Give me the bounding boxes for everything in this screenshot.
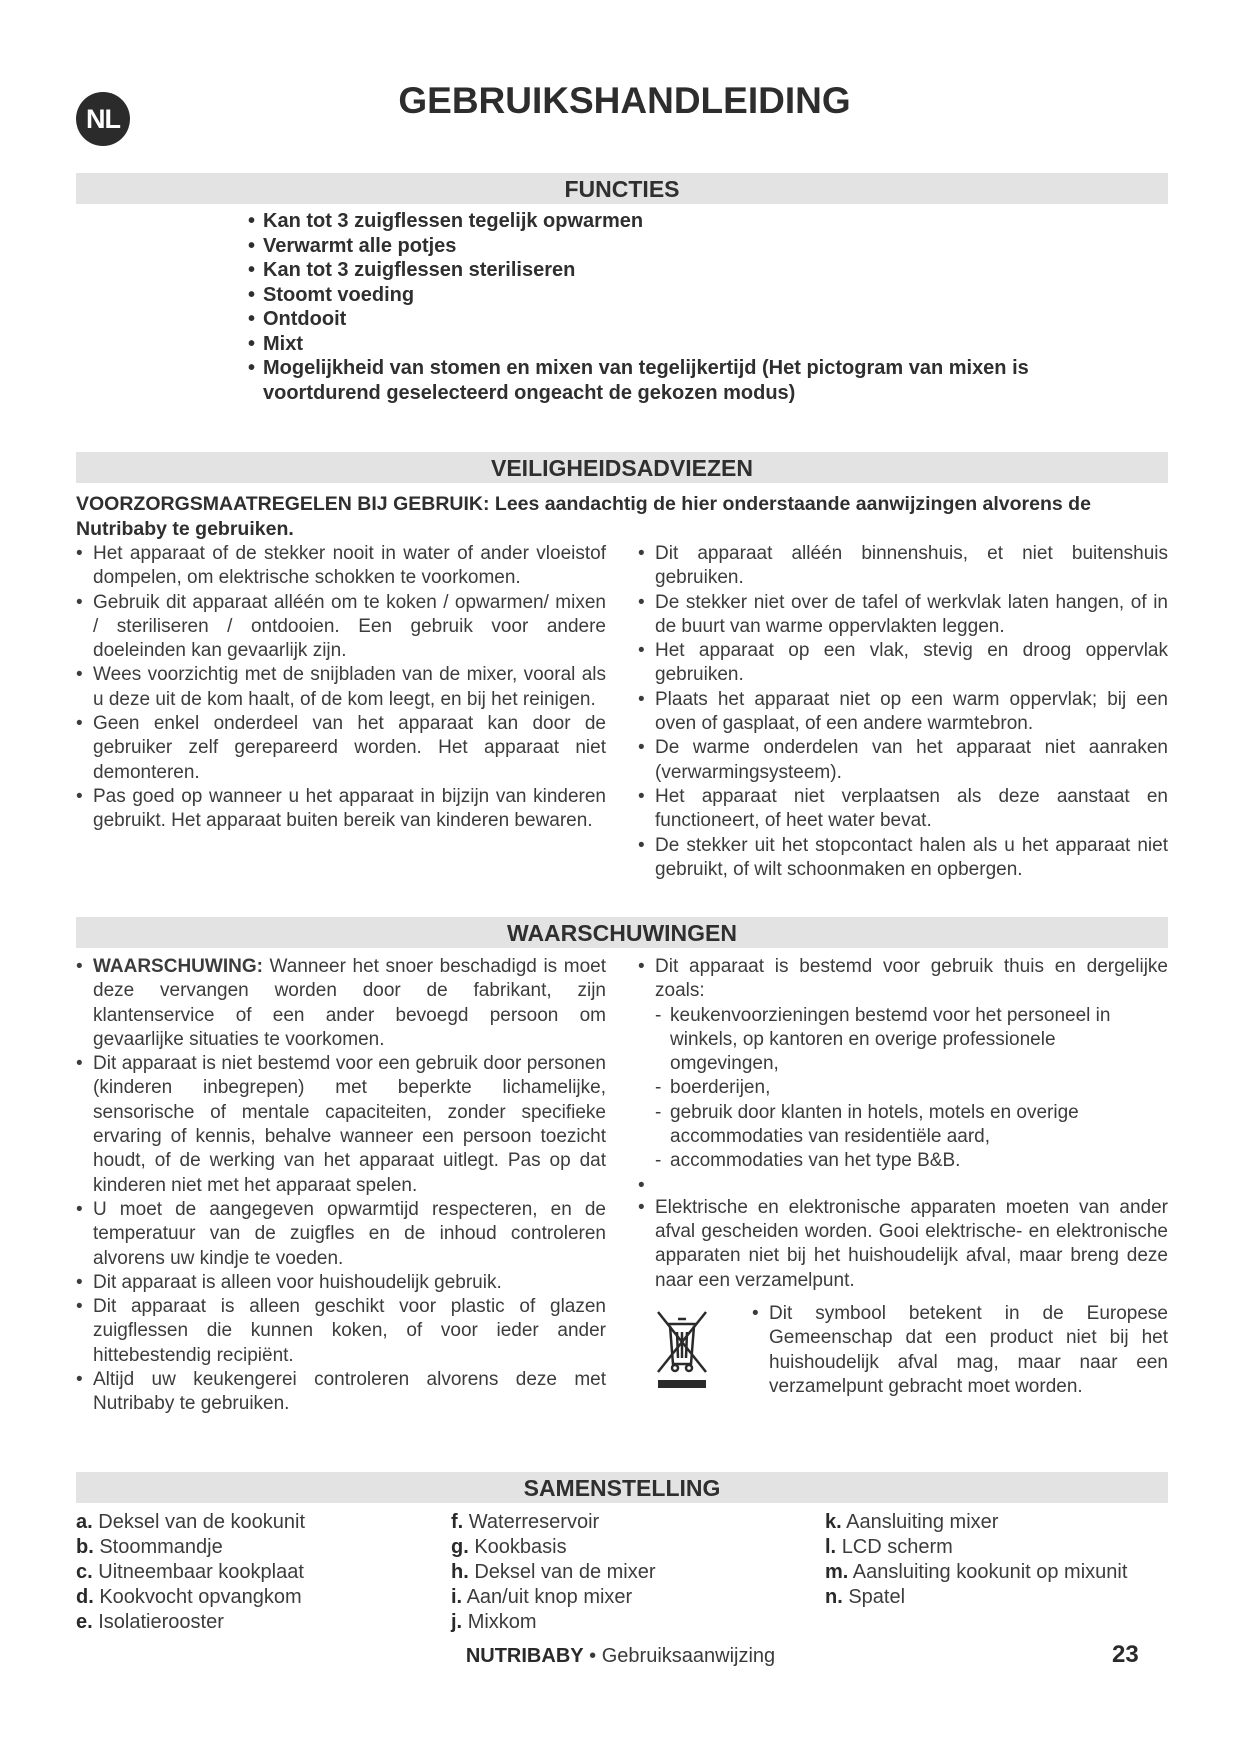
- part-item: a. Deksel van de kookunit: [76, 1511, 306, 1533]
- page-title: GEBRUIKSHANDLEIDING: [398, 80, 851, 121]
- list-item: • Altijd uw keukengerei controleren alvorens deze met Nutribaby te gebruiken.: [76, 1368, 606, 1417]
- list-item: • Dit apparaat alléén binnenshuis, et niet buitenshuis gebruiken.: [638, 542, 1168, 591]
- part-item: m. Aansluiting kookunit op mixunit: [825, 1561, 1128, 1583]
- usage-intro: Dit apparaat is bestemd voor gebruik thuis en dergelijke zoals:: [655, 956, 1168, 1002]
- list-item: • Dit apparaat is niet bestemd voor een gebruik door personen (kinderen inbegrepen) met beperkte lichamelijke, sensorische of mentale capaciteiten, zonder specifieke ervaring of kennis, behalve wanneer een persoon toezicht houdt, of de werking van het apparaat uitlegt. Pas op dat kinderen niet met het apparaat spelen.: [76, 1052, 606, 1198]
- section-heading-functies: FUNCTIES: [76, 173, 1168, 204]
- list-item: [638, 955, 1168, 1174]
- part-item: n. Spatel: [825, 1586, 906, 1608]
- part-item: e. Isolatierooster: [76, 1611, 224, 1633]
- list-item: • Mogelijkheid van stomen en mixen van tegelijkertijd (Het pictogram van mixen is voortdurend geselecteerd ongeacht de gekozen modus): [248, 356, 1108, 405]
- list-item: • Kan tot 3 zuigflessen steriliseren: [248, 258, 1108, 283]
- warning-text: Wanneer het snoer beschadigd is moet deze vervangen worden door de fabrikant, zijn klantenservice of een ander bevoegd persoon om gevaarlijke situaties te voorkomen.: [93, 956, 606, 1050]
- sub-item: - gebruik door klanten in hotels, motels en overige accommodaties van residentiële aard,: [655, 1101, 1168, 1150]
- part-item: l. LCD scherm: [825, 1536, 953, 1558]
- section-heading-samenstelling: SAMENSTELLING: [76, 1472, 1168, 1503]
- waarschuwingen-left-list: [76, 955, 606, 1417]
- sub-item: - boerderijen,: [655, 1076, 1168, 1100]
- list-item: • De stekker niet over de tafel of werkvlak laten hangen, of in de buurt van warme oppervlakten leggen.: [638, 591, 1168, 640]
- list-item: • Pas goed op wanneer u het apparaat in bijzijn van kinderen gebruikt. Het apparaat buiten bereik van kinderen bewaren.: [76, 785, 606, 834]
- usage-sublist: [655, 1004, 1168, 1174]
- spacer: [638, 1174, 1168, 1196]
- sub-item: - keukenvoorzieningen bestemd voor het personeel in winkels, op kantoren en overige professionele omgevingen,: [655, 1004, 1168, 1077]
- list-item: • Dit apparaat is alleen geschikt voor plastic of glazen zuigflessen die kunnen koken, of voor ieder ander hittebestendig recipiënt.: [76, 1295, 606, 1368]
- weee-notice: [654, 1302, 1168, 1399]
- part-item: f. Waterreservoir: [451, 1511, 600, 1533]
- language-code: NL: [86, 103, 120, 134]
- part-item: g. Kookbasis: [451, 1536, 567, 1558]
- parts-column-1: [76, 1510, 416, 1635]
- footer-separator: •: [583, 1645, 602, 1667]
- part-item: h. Deksel van de mixer: [451, 1561, 656, 1583]
- list-item: • Dit apparaat is alleen voor huishoudelijk gebruik.: [76, 1271, 606, 1295]
- footer-brand: NUTRIBABY: [465, 1645, 584, 1667]
- list-item: • Het apparaat op een vlak, stevig en droog oppervlak gebruiken.: [638, 639, 1168, 688]
- list-item: • U moet de aangegeven opwarmtijd respecteren, en de temperatuur van de zuigfles en de inhoud controleren alvorens uw kindje te voeden.: [76, 1198, 606, 1271]
- part-item: c. Uitneembaar kookplaat: [76, 1561, 304, 1583]
- list-item: • Ontdooit: [248, 307, 1108, 332]
- part-item: j. Mixkom: [451, 1611, 537, 1633]
- waarschuwingen-right-list: [638, 955, 1168, 1293]
- functies-list: [248, 209, 1108, 405]
- list-item: • Geen enkel onderdeel van het apparaat kan door de gebruiker zelf gerepareerd worden. Het apparaat niet demonteren.: [76, 712, 606, 785]
- veiligheid-right-list: [638, 542, 1168, 882]
- veiligheid-left-list: [76, 542, 606, 834]
- list-item: • Kan tot 3 zuigflessen tegelijk opwarmen: [248, 209, 1108, 234]
- list-item: • De stekker uit het stopcontact halen als u het apparaat niet gebruikt, of wilt schoonmaken en opbergen.: [638, 834, 1168, 883]
- page-footer: [0, 1645, 1241, 1668]
- sub-item: - accommodaties van het type B&B.: [655, 1149, 1168, 1173]
- list-item: • De warme onderdelen van het apparaat niet aanraken (verwarmingsysteem).: [638, 736, 1168, 785]
- part-item: k. Aansluiting mixer: [825, 1511, 999, 1533]
- list-item: • Gebruik dit apparaat alléén om te koken / opwarmen/ mixen / steriliseren / ontdooien. Een gebruik voor andere doeleinden kan gevaarlijk zijn.: [76, 591, 606, 664]
- list-item: • Elektrische en elektronische apparaten moeten van ander afval gescheiden worden. Gooi elektrische- en elektronische apparaten niet bij het huishoudelijk afval, maar breng deze naar een verzamelpunt.: [638, 1196, 1168, 1293]
- footer-subtitle: Gebruiksaanwijzing: [601, 1645, 776, 1667]
- list-item: • Plaats het apparaat niet op een warm oppervlak; bij een oven of gasplaat, of een andere warmtebron.: [638, 688, 1168, 737]
- weee-symbol-text: • Dit symbool betekent in de Europese Gemeenschap dat een product niet bij het huishoudelijk afval mag, maar naar een verzamelpunt gebracht moet worden.: [752, 1302, 1168, 1399]
- part-item: b. Stoommandje: [76, 1536, 223, 1558]
- list-item: [76, 955, 606, 1052]
- parts-column-3: [825, 1510, 1170, 1610]
- list-item: • Het apparaat niet verplaatsen als deze aanstaat en functioneert, of heet water bevat.: [638, 785, 1168, 834]
- list-item: • Wees voorzichtig met de snijbladen van de mixer, vooral als u deze uit de kom haalt, of de kom leegt, en bij het reinigen.: [76, 663, 606, 712]
- page-number: 23: [1112, 1641, 1139, 1668]
- part-item: d. Kookvocht opvangkom: [76, 1586, 302, 1608]
- part-item: i. Aan/uit knop mixer: [451, 1586, 633, 1608]
- section-heading-waarschuwingen: WAARSCHUWINGEN: [76, 917, 1168, 948]
- parts-column-2: [451, 1510, 791, 1635]
- precaution-intro: VOORZORGSMAATREGELEN BIJ GEBRUIK: Lees aandachtig de hier onderstaande aanwijzingen alvorens de Nutribaby te gebruiken.: [76, 493, 1091, 540]
- warning-label: WAARSCHUWING:: [93, 956, 263, 977]
- crossed-out-wheelie-bin-icon: [654, 1306, 710, 1390]
- list-item: • Het apparaat of de stekker nooit in water of ander vloeistof dompelen, om elektrische schokken te voorkomen.: [76, 542, 606, 591]
- list-item: • Stoomt voeding: [248, 283, 1108, 308]
- list-item: • Verwarmt alle potjes: [248, 234, 1108, 259]
- list-item: • Mixt: [248, 332, 1108, 357]
- section-heading-veiligheid: VEILIGHEIDSADVIEZEN: [76, 452, 1168, 483]
